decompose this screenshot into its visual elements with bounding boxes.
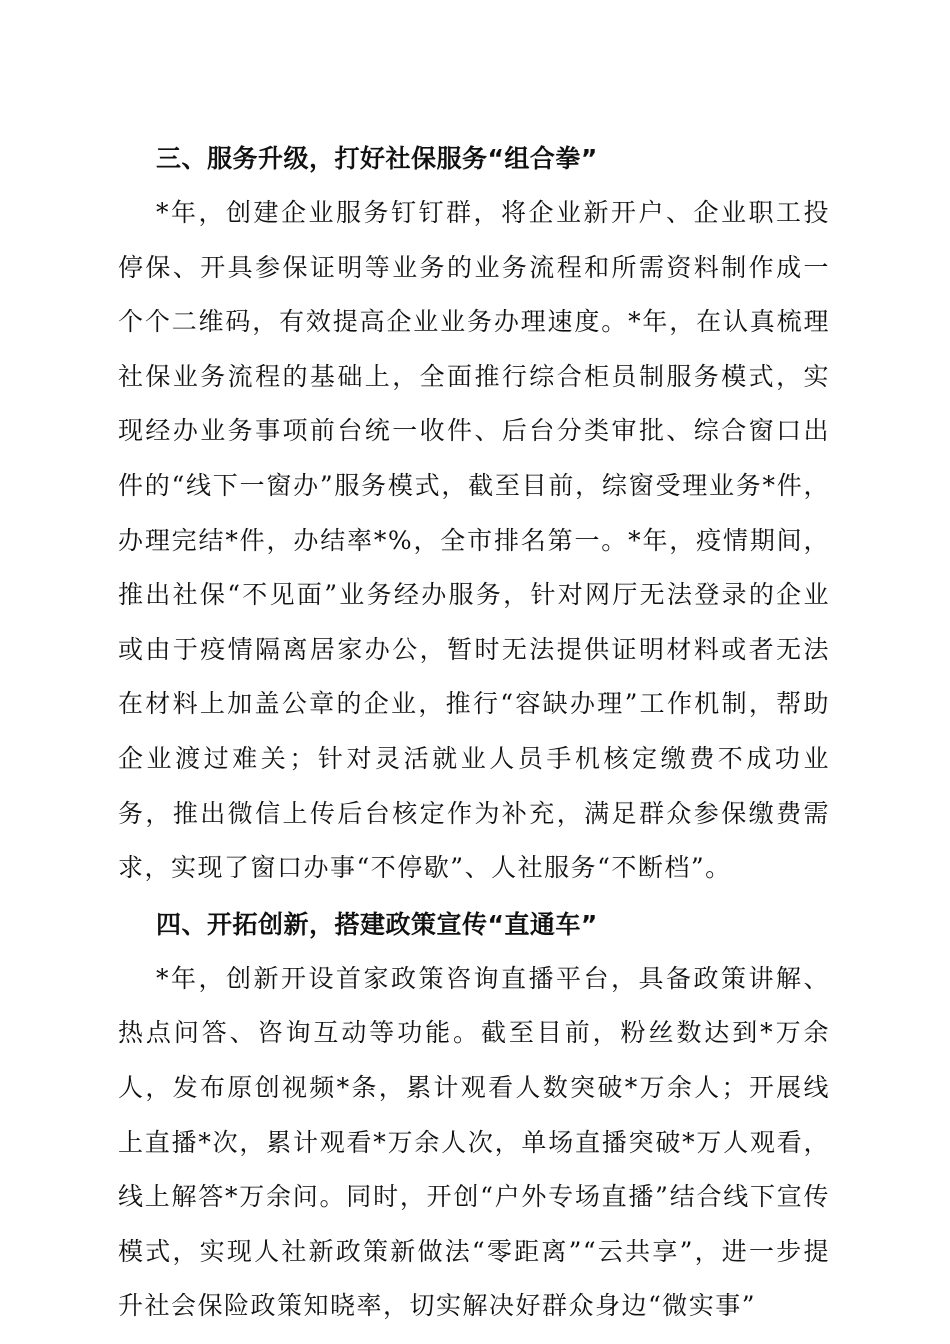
section-paragraph-policy-innovation: *年，创新开设首家政策咨询直播平台，具备政策讲解、热点问答、咨询互动等功能。截至目前，粉丝数达到*万余人，发布原创视频*条，累计观看人数突破*万余人；开展线上直播*次，累计观看*万余人次，单场直播突破*万人观看，线上解答*万余问。同时，开创“户外专场直播”结合线下宣传模式，实现人社新政策新做法“零距离”“云共享”，进一步提升社会保险政策知晓率，切实解决好群众身边“微实事” (118, 963, 830, 1321)
section-heading-service-upgrade: 三、服务升级，打好社保服务“组合拳” (156, 144, 598, 173)
document-content (118, 128, 830, 1334)
section-heading-policy-innovation: 四、开拓创新，搭建政策宣传“直通车” (156, 909, 598, 939)
section-paragraph-service-upgrade: *年，创建企业服务钉钉群，将企业新开户、企业职工投停保、开具参保证明等业务的业务流程和所需资料制作成一个个二维码，有效提高企业业务办理速度。*年，在认真梳理社保业务流程的基础上，全面推行综合柜员制服务模式，实现经办业务事项前台统一收件、后台分类审批、综合窗口出件的“线下一窗办”服务模式，截至目前，综窗受理业务*件，办理完结*件，办结率*%，全市排名第一。*年，疫情期间，推出社保“不见面”业务经办服务，针对网厅无法登录的企业或由于疫情隔离居家办公，暂时无法提供证明材料或者无法在材料上加盖公章的企业，推行“容缺办理”工作机制，帮助企业渡过难关；针对灵活就业人员手机核定缴费不成功业务，推出微信上传后台核定作为补充，满足群众参保缴费需求，实现了窗口办事“不停歇”、人社服务“不断档”。 (118, 198, 830, 883)
